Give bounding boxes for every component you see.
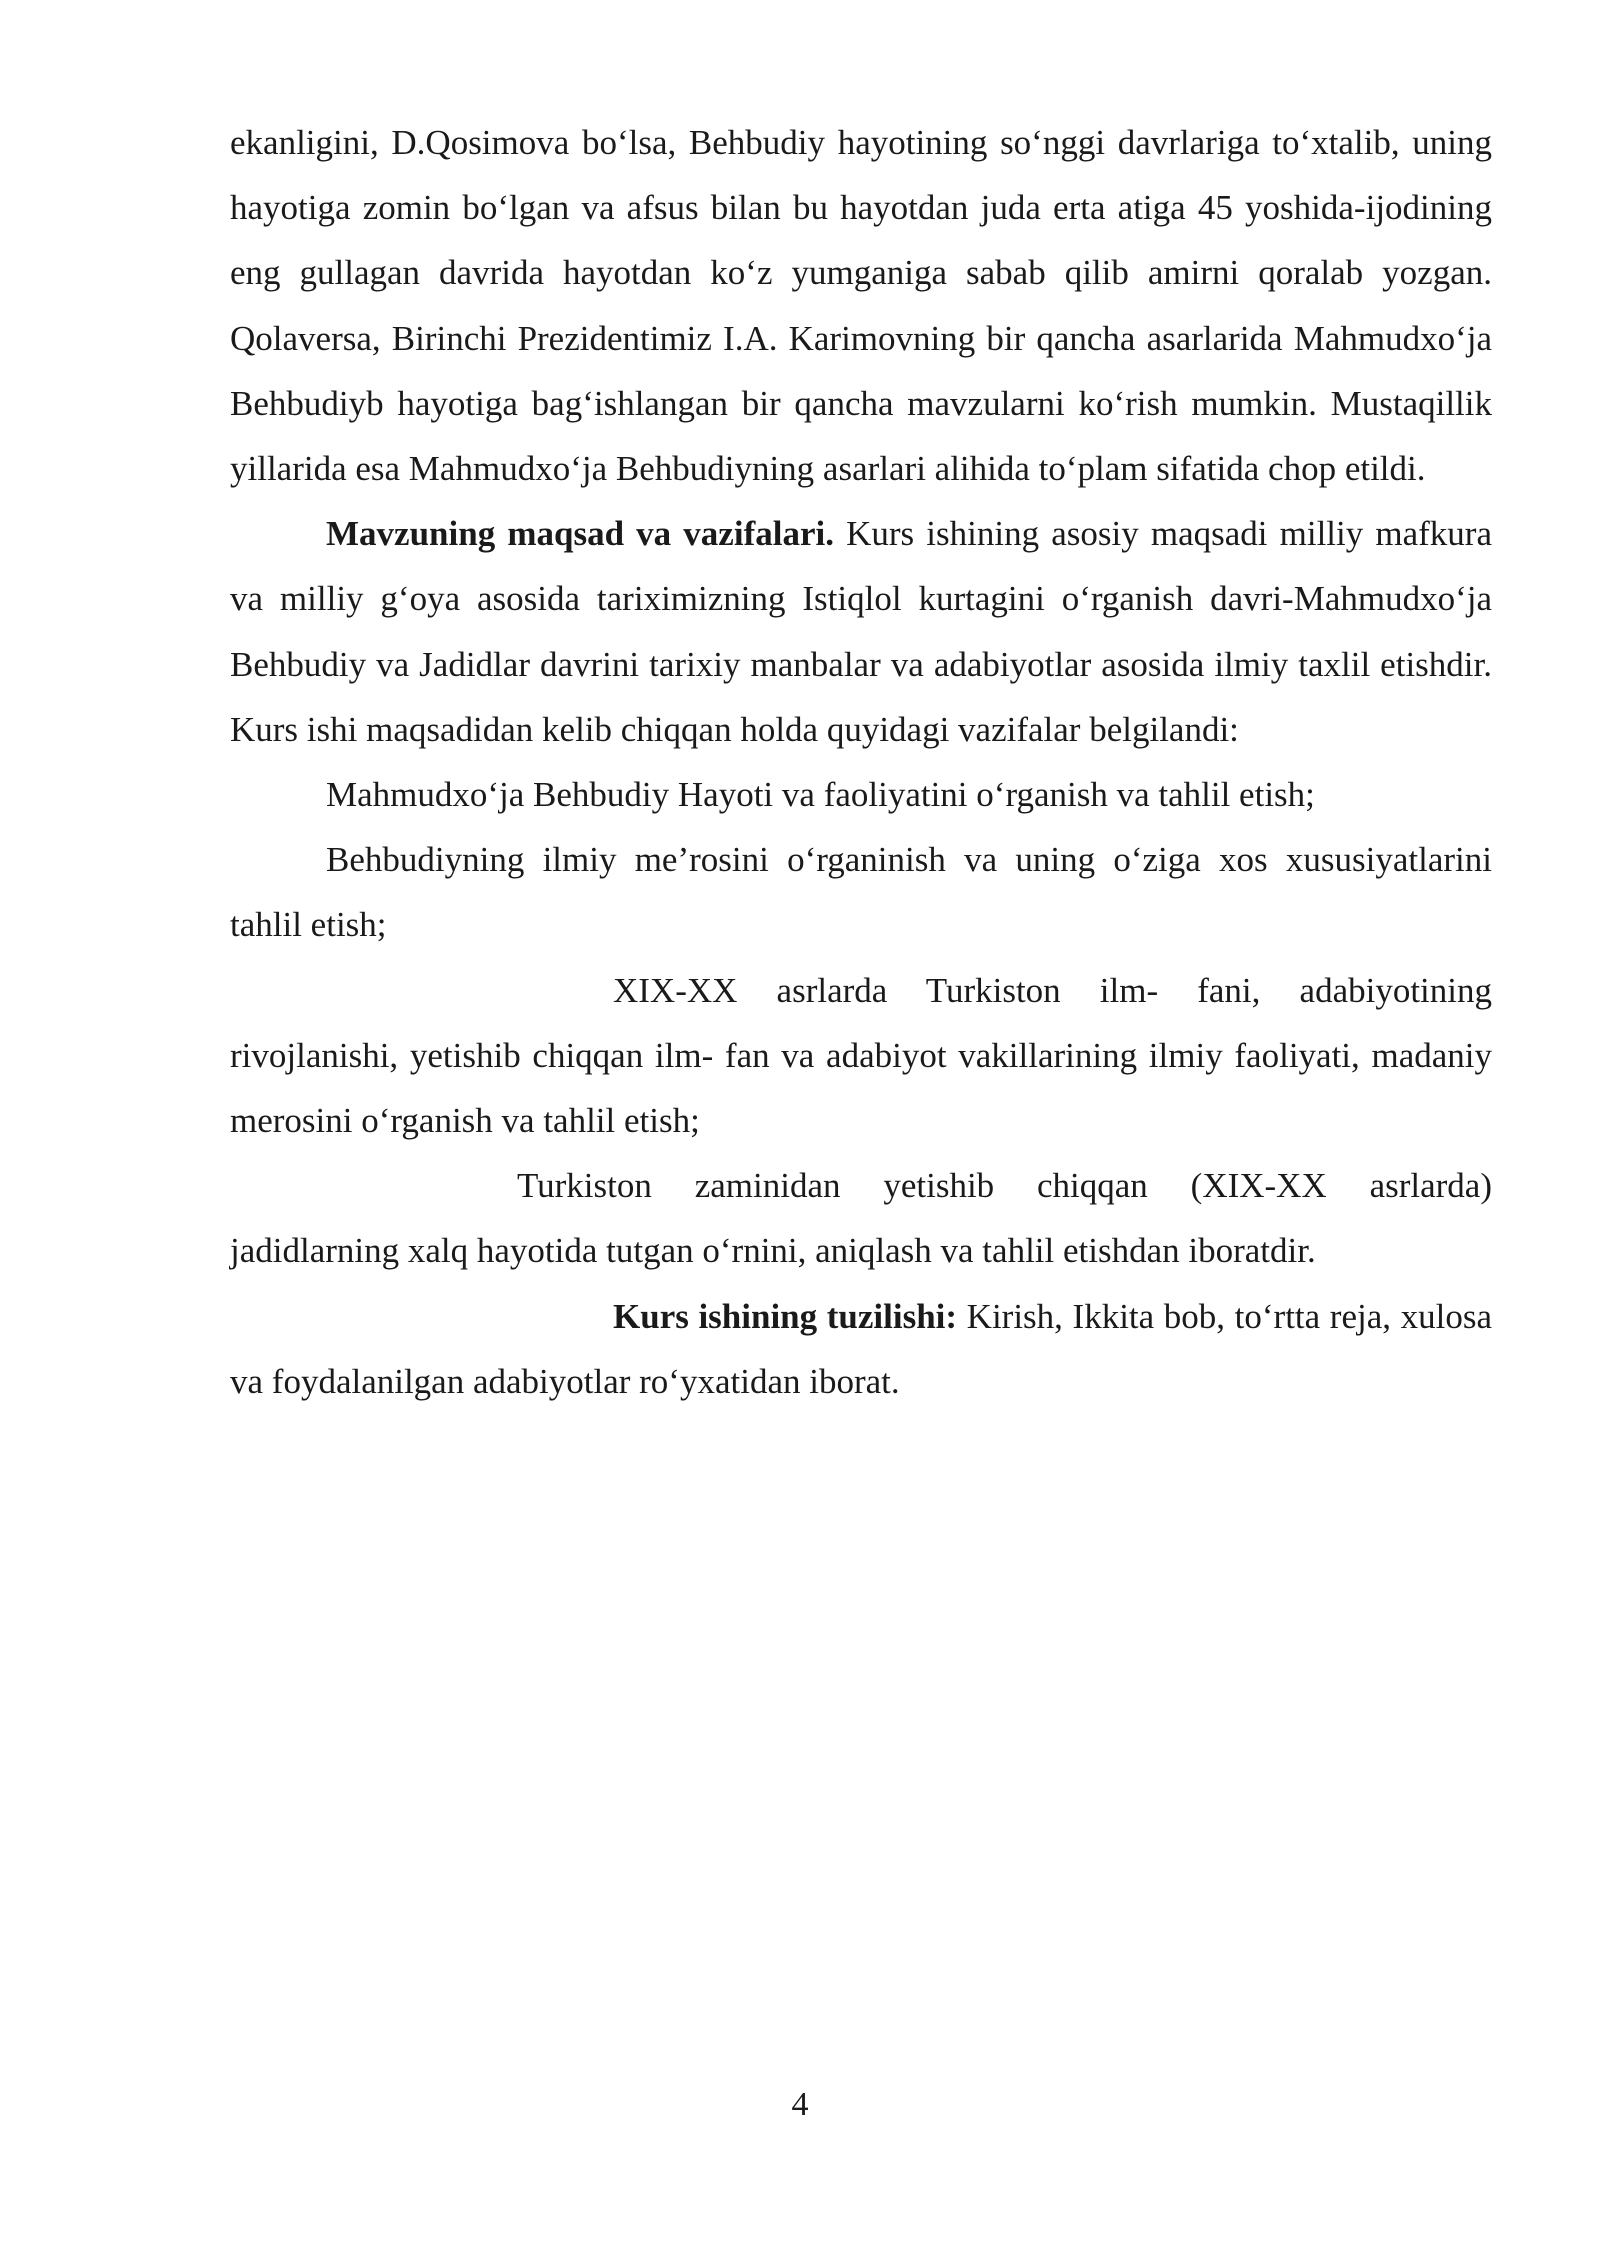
task-item-2: Behbudiyning ilmiy me’rosini o‘rganinish va uning o‘ziga xos xususiyatlarini tahlil etish; [230,840,1492,945]
paragraph-literature-review-end: ekanligini, D.Qosimova bo‘lsa, Behbudiy hayotining so‘nggi davrlariga to‘xtalib, uning hayotiga zomin bo‘lgan va afsus bilan bu hayotdan juda erta atiga 45 yoshida-ijodining eng gullagan davrida hayotdan ko‘z yumganiga sabab qilib amirni qoralab yozgan. Qolaversa, Birinchi Prezidentimiz I.A. Karimovning bir qancha asarlarida Mahmudxo‘ja Behbudiyb hayotiga bag‘ishlangan bir qancha mavzularni ko‘rish mumkin. Mustaqillik yillarida esa Mahmudxo‘ja Behbudiyning asarlari alihida to‘plam sifatida chop etildi. [230,123,1492,489]
document-page [230,110,1492,1414]
task-item-3: XIX-XX asrlarda Turkiston ilm- fani, adabiyotining rivojlanishi, yetishib chiqqan ilm- fan va adabiyot vakillarining ilmiy faoliyati, madaniy merosini o‘rganish va tahlil etish; [230,970,1492,1141]
task-item-4: Turkiston zaminidan yetishib chiqqan (XIX-XX asrlarda) jadidlarning xalq hayotida tutgan o‘rnini, aniqlash va tahlil etishdan iboratdir. [230,1166,1492,1271]
task-item-1: Mahmudxo‘ja Behbudiy Hayoti va faoliyatini o‘rganish va tahlil etish; [326,775,1315,815]
heading-structure: Kurs ishining tuzilishi: [613,1296,958,1336]
page-number: 4 [791,2086,809,2123]
goals-and-tasks-text: Kurs ishining asosiy maqsadi milliy mafkura va milliy g‘oya asosida tariximizning Istiqlol kurtagini o‘rganish davri-Mahmudxo‘ja Behbudiy va Jadidlar davrini tarixiy manbalar va adabiyotlar asosida ilmiy taxlil etishdir. Kurs ishi maqsadidan kelib chiqqan holda quyidagi vazifalar belgilandi: [230,514,1492,749]
paragraph-goals-and-tasks [230,501,1492,762]
structure-text: Kirish, Ikkita bob, to‘rtta reja, xulosa va foydalanilgan adabiyotlar ro‘yxatidan iborat. [230,1296,1492,1401]
paragraph-structure [230,1284,1492,1414]
heading-goals-and-tasks: Mavzuning maqsad va vazifalari. [326,514,834,554]
